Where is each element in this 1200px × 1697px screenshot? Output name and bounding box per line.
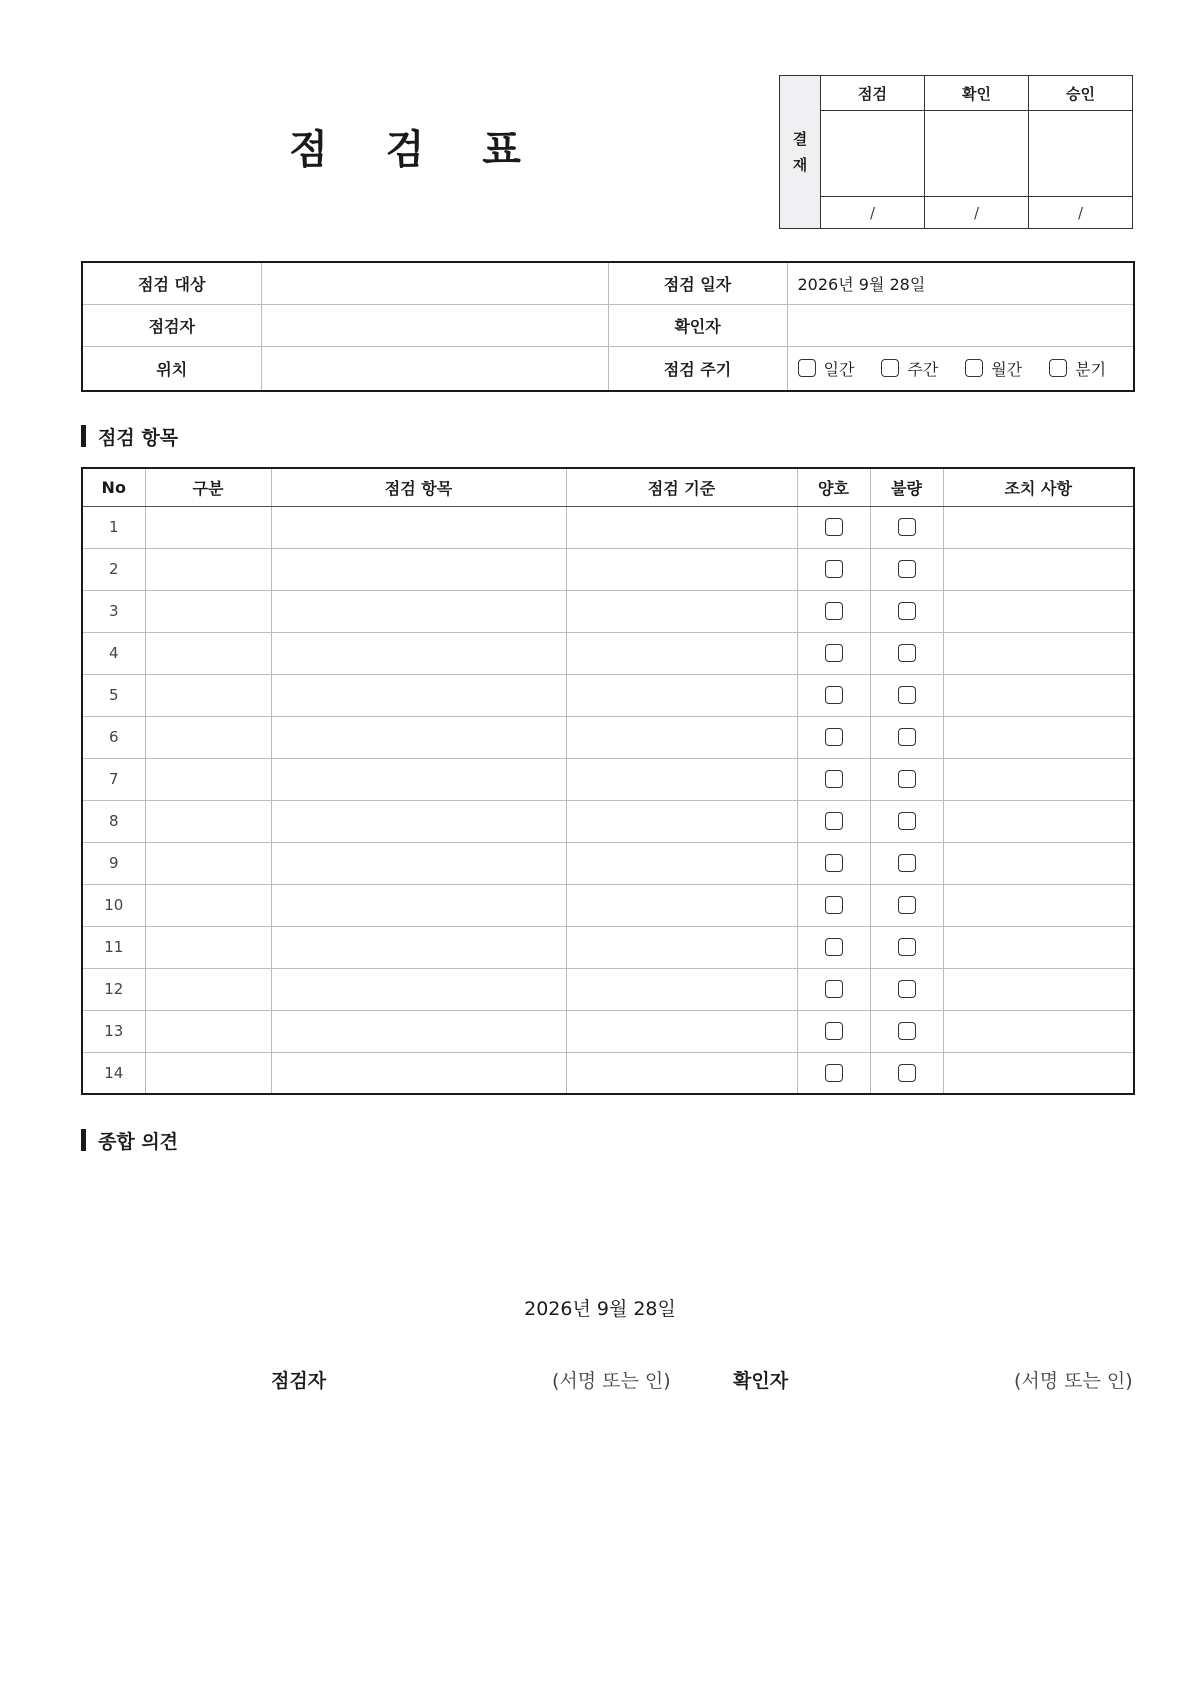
row-number: 14 <box>82 1052 145 1094</box>
criteria-cell[interactable] <box>566 1010 797 1052</box>
criteria-cell[interactable] <box>566 590 797 632</box>
category-cell[interactable] <box>145 842 271 884</box>
table-row <box>82 884 1134 926</box>
criteria-cell[interactable] <box>566 548 797 590</box>
bad-checkbox[interactable] <box>898 560 916 578</box>
table-row <box>82 716 1134 758</box>
good-checkbox[interactable] <box>825 770 843 788</box>
category-cell[interactable] <box>145 674 271 716</box>
approval-sign-approve[interactable] <box>1029 111 1133 197</box>
approval-sign-inspect[interactable] <box>821 111 925 197</box>
bad-cell <box>870 674 943 716</box>
approval-date-confirm[interactable]: / <box>925 197 1029 229</box>
criteria-cell[interactable] <box>566 632 797 674</box>
monthly-label: 월간 <box>991 359 1023 379</box>
item-cell[interactable] <box>271 1052 566 1094</box>
item-cell[interactable] <box>271 674 566 716</box>
criteria-cell[interactable] <box>566 968 797 1010</box>
good-cell <box>797 800 870 842</box>
good-cell <box>797 884 870 926</box>
item-cell[interactable] <box>271 506 566 548</box>
bad-cell <box>870 632 943 674</box>
approval-side-label <box>780 76 821 229</box>
criteria-cell[interactable] <box>566 884 797 926</box>
good-cell <box>797 968 870 1010</box>
item-cell[interactable] <box>271 758 566 800</box>
good-cell <box>797 590 870 632</box>
bad-cell <box>870 842 943 884</box>
action-cell[interactable] <box>943 758 1134 800</box>
approval-header-inspect: 점검 <box>821 76 925 111</box>
bad-checkbox[interactable] <box>898 728 916 746</box>
header-category: 구분 <box>145 468 271 506</box>
check-items-table <box>81 467 1135 1095</box>
bad-cell <box>870 716 943 758</box>
footer-confirmer-signature[interactable]: (서명 또는 인) <box>1014 1370 1133 1392</box>
item-cell[interactable] <box>271 590 566 632</box>
bad-checkbox[interactable] <box>898 1022 916 1040</box>
item-cell[interactable] <box>271 968 566 1010</box>
table-row <box>82 506 1134 548</box>
approval-side-char-2: 재 <box>792 156 808 174</box>
bad-checkbox[interactable] <box>898 518 916 536</box>
approval-date-inspect[interactable]: / <box>821 197 925 229</box>
cycle-option-weekly[interactable] <box>881 357 965 380</box>
good-cell <box>797 548 870 590</box>
good-checkbox[interactable] <box>825 686 843 704</box>
good-cell <box>797 674 870 716</box>
cycle-options <box>787 346 1134 391</box>
category-cell[interactable] <box>145 968 271 1010</box>
criteria-cell[interactable] <box>566 506 797 548</box>
good-cell <box>797 632 870 674</box>
approval-sign-confirm[interactable] <box>925 111 1029 197</box>
good-checkbox[interactable] <box>825 644 843 662</box>
item-cell[interactable] <box>271 800 566 842</box>
location-label: 위치 <box>82 346 261 391</box>
quarterly-label: 분기 <box>1075 359 1107 379</box>
action-cell[interactable] <box>943 968 1134 1010</box>
approval-box <box>779 75 1133 229</box>
row-number: 6 <box>82 716 145 758</box>
item-cell[interactable] <box>271 548 566 590</box>
footer-confirmer-label: 확인자 <box>733 1370 789 1392</box>
action-cell[interactable] <box>943 800 1134 842</box>
header-bad: 불량 <box>870 468 943 506</box>
section-marker <box>81 425 86 447</box>
row-number: 13 <box>82 1010 145 1052</box>
table-row <box>82 548 1134 590</box>
cycle-label: 점검 주기 <box>608 346 787 391</box>
items-section-title: 점검 항목 <box>98 426 179 449</box>
category-cell[interactable] <box>145 632 271 674</box>
action-cell[interactable] <box>943 842 1134 884</box>
good-cell <box>797 842 870 884</box>
action-cell[interactable] <box>943 548 1134 590</box>
item-cell[interactable] <box>271 926 566 968</box>
good-cell <box>797 926 870 968</box>
criteria-cell[interactable] <box>566 716 797 758</box>
category-cell[interactable] <box>145 506 271 548</box>
bad-cell <box>870 1052 943 1094</box>
header-item: 점검 항목 <box>271 468 566 506</box>
weekly-label: 주간 <box>907 359 939 379</box>
category-cell[interactable] <box>145 1010 271 1052</box>
action-cell[interactable] <box>943 884 1134 926</box>
good-checkbox[interactable] <box>825 1022 843 1040</box>
cycle-option-monthly[interactable] <box>965 357 1049 380</box>
bad-checkbox[interactable] <box>898 602 916 620</box>
cycle-option-daily[interactable] <box>798 357 882 380</box>
table-header-row <box>82 468 1134 506</box>
action-cell[interactable] <box>943 1052 1134 1094</box>
action-cell[interactable] <box>943 506 1134 548</box>
approval-date-approve[interactable]: / <box>1029 197 1133 229</box>
table-row <box>82 1010 1134 1052</box>
category-cell[interactable] <box>145 590 271 632</box>
date-label: 점검 일자 <box>608 262 787 304</box>
row-number: 5 <box>82 674 145 716</box>
row-number: 1 <box>82 506 145 548</box>
good-checkbox[interactable] <box>825 896 843 914</box>
category-cell[interactable] <box>145 548 271 590</box>
table-row <box>82 590 1134 632</box>
table-row <box>82 674 1134 716</box>
inspector-field[interactable] <box>261 304 608 346</box>
table-row <box>82 632 1134 674</box>
bad-cell <box>870 758 943 800</box>
bad-checkbox[interactable] <box>898 938 916 956</box>
action-cell[interactable] <box>943 674 1134 716</box>
row-number: 8 <box>82 800 145 842</box>
category-cell[interactable] <box>145 1052 271 1094</box>
category-cell[interactable] <box>145 758 271 800</box>
item-cell[interactable] <box>271 842 566 884</box>
weekly-checkbox[interactable] <box>881 359 899 377</box>
bad-checkbox[interactable] <box>898 644 916 662</box>
confirmer-field[interactable] <box>787 304 1134 346</box>
item-cell[interactable] <box>271 632 566 674</box>
table-row <box>82 800 1134 842</box>
table-row <box>82 968 1134 1010</box>
bad-cell <box>870 800 943 842</box>
criteria-cell[interactable] <box>566 758 797 800</box>
opinion-text-area[interactable] <box>81 1162 1133 1272</box>
row-number: 12 <box>82 968 145 1010</box>
opinion-section-title: 종합 의견 <box>98 1130 179 1153</box>
item-cell[interactable] <box>271 884 566 926</box>
good-checkbox[interactable] <box>825 980 843 998</box>
category-cell[interactable] <box>145 800 271 842</box>
bad-cell <box>870 506 943 548</box>
item-cell[interactable] <box>271 1010 566 1052</box>
row-number: 10 <box>82 884 145 926</box>
header-good: 양호 <box>797 468 870 506</box>
good-checkbox[interactable] <box>825 728 843 746</box>
header-no: No <box>82 468 145 506</box>
date-field[interactable]: 2026년 9월 28일 <box>787 262 1134 304</box>
category-cell[interactable] <box>145 716 271 758</box>
table-row <box>82 926 1134 968</box>
good-checkbox[interactable] <box>825 1064 843 1082</box>
good-cell <box>797 758 870 800</box>
good-cell <box>797 1010 870 1052</box>
row-number: 4 <box>82 632 145 674</box>
daily-label: 일간 <box>823 359 855 379</box>
action-cell[interactable] <box>943 926 1134 968</box>
table-row <box>82 758 1134 800</box>
criteria-cell[interactable] <box>566 1052 797 1094</box>
good-checkbox[interactable] <box>825 518 843 536</box>
action-cell[interactable] <box>943 632 1134 674</box>
footer-inspector-signature[interactable]: (서명 또는 인) <box>552 1370 671 1392</box>
bad-cell <box>870 590 943 632</box>
criteria-cell[interactable] <box>566 842 797 884</box>
criteria-cell[interactable] <box>566 800 797 842</box>
items-section-header <box>81 424 178 448</box>
good-cell <box>797 1052 870 1094</box>
bad-cell <box>870 548 943 590</box>
approval-header-confirm: 확인 <box>925 76 1029 111</box>
section-marker <box>81 1129 86 1151</box>
row-number: 2 <box>82 548 145 590</box>
good-checkbox[interactable] <box>825 938 843 956</box>
row-number: 7 <box>82 758 145 800</box>
good-checkbox[interactable] <box>825 854 843 872</box>
approval-side-char-1: 결 <box>792 130 808 148</box>
criteria-cell[interactable] <box>566 926 797 968</box>
header-action: 조치 사항 <box>943 468 1134 506</box>
bad-checkbox[interactable] <box>898 854 916 872</box>
bad-cell <box>870 884 943 926</box>
bad-cell <box>870 968 943 1010</box>
footer-date: 2026년 9월 28일 <box>524 1298 676 1320</box>
category-cell[interactable] <box>145 884 271 926</box>
confirmer-label: 확인자 <box>608 304 787 346</box>
location-field[interactable] <box>261 346 608 391</box>
criteria-cell[interactable] <box>566 674 797 716</box>
target-field[interactable] <box>261 262 608 304</box>
opinion-section-header <box>81 1128 178 1152</box>
monthly-checkbox[interactable] <box>965 359 983 377</box>
bad-checkbox[interactable] <box>898 1064 916 1082</box>
info-table <box>81 261 1135 392</box>
category-cell[interactable] <box>145 926 271 968</box>
good-checkbox[interactable] <box>825 602 843 620</box>
bad-cell <box>870 1010 943 1052</box>
good-checkbox[interactable] <box>825 812 843 830</box>
table-row <box>82 1052 1134 1094</box>
row-number: 3 <box>82 590 145 632</box>
bad-checkbox[interactable] <box>898 980 916 998</box>
cycle-option-quarterly[interactable] <box>1049 357 1133 380</box>
quarterly-checkbox[interactable] <box>1049 359 1067 377</box>
approval-header-approve: 승인 <box>1029 76 1133 111</box>
good-checkbox[interactable] <box>825 560 843 578</box>
good-cell <box>797 716 870 758</box>
table-row <box>82 842 1134 884</box>
target-label: 점검 대상 <box>82 262 261 304</box>
bad-checkbox[interactable] <box>898 812 916 830</box>
header-criteria: 점검 기준 <box>566 468 797 506</box>
bad-checkbox[interactable] <box>898 686 916 704</box>
action-cell[interactable] <box>943 716 1134 758</box>
footer-inspector-label: 점검자 <box>271 1370 327 1392</box>
daily-checkbox[interactable] <box>798 359 816 377</box>
bad-cell <box>870 926 943 968</box>
row-number: 11 <box>82 926 145 968</box>
action-cell[interactable] <box>943 590 1134 632</box>
bad-checkbox[interactable] <box>898 896 916 914</box>
document-title: 점 검 표 <box>289 127 543 173</box>
good-cell <box>797 506 870 548</box>
item-cell[interactable] <box>271 716 566 758</box>
row-number: 9 <box>82 842 145 884</box>
action-cell[interactable] <box>943 1010 1134 1052</box>
bad-checkbox[interactable] <box>898 770 916 788</box>
inspector-label: 점검자 <box>82 304 261 346</box>
